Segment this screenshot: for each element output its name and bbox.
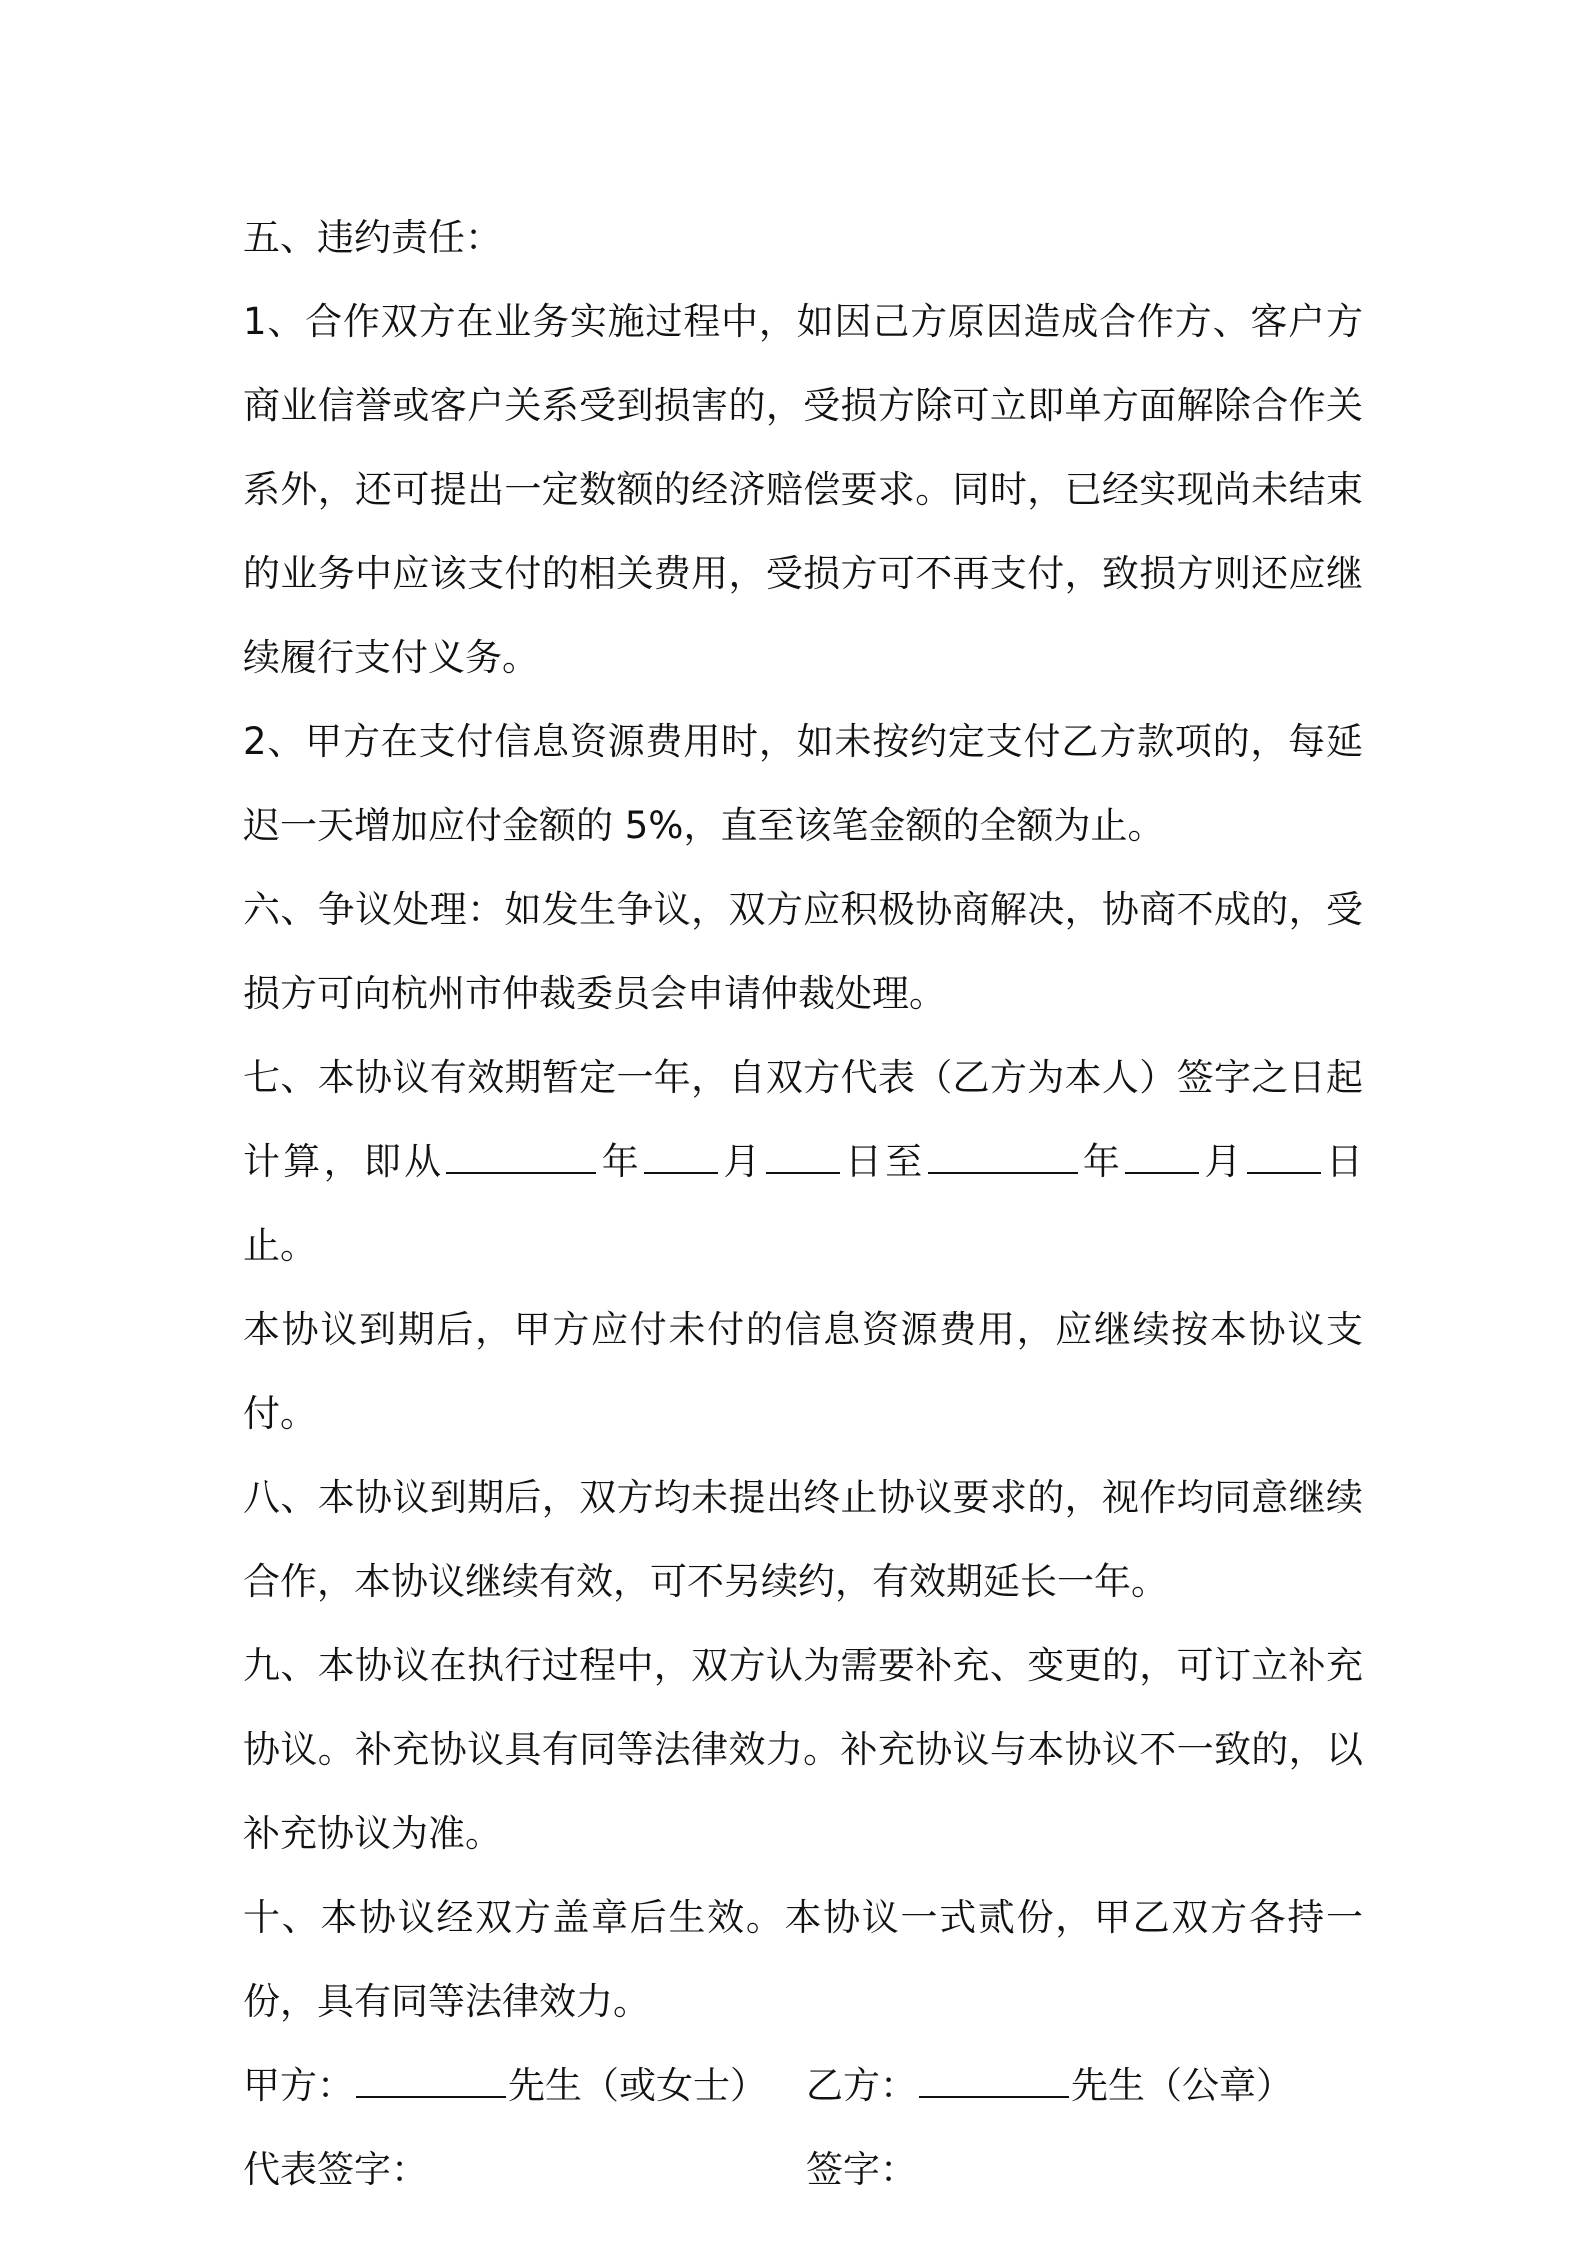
party-row (243, 2044, 1363, 2128)
section-8-renewal: 八、本协议到期后，双方均未提出终止协议要求的，视作均同意继续合作，本协议继续有效，可不另续约，有效期延长一年。 (243, 1476, 1363, 1603)
section-9-supplement: 九、本协议在执行过程中，双方认为需要补充、变更的，可订立补充协议。补充协议具有同等法律效力。补充协议与本协议不一致的，以补充协议为准。 (243, 1644, 1363, 1855)
party-b-suffix: 先生（公章） (1071, 2064, 1293, 2107)
section-6-dispute: 六、争议处理：如发生争议，双方应积极协商解决，协商不成的，受损方可向杭州市仲裁委员会申请仲裁处理。 (243, 888, 1363, 1015)
signature-label: 签字： (806, 2148, 917, 2191)
rep-signature-label: 代表签字： (243, 2148, 428, 2191)
start-month-label: 月 (720, 1140, 764, 1183)
party-a-suffix: 先生（或女士） (508, 2064, 767, 2107)
party-a-label: 甲方： (243, 2064, 354, 2107)
start-month-blank (644, 1142, 718, 1174)
section-7-after-expiry: 本协议到期后，甲方应付未付的信息资源费用，应继续按本协议支付。 (243, 1308, 1363, 1435)
section-7-intro: 七、本协议有效期暂定一年，自双方代表（乙方为本人）签字之日起计算，即从 (243, 1056, 1363, 1183)
contract-body (243, 196, 1363, 2212)
start-year-blank (446, 1142, 596, 1174)
start-day-blank (766, 1142, 840, 1174)
signature-row (243, 2128, 1363, 2212)
end-year-label: 年 (1079, 1140, 1124, 1183)
party-b (806, 2044, 1363, 2128)
section-7-validity (243, 1036, 1363, 1288)
section-5-heading: 五、违约责任： (243, 216, 502, 259)
section-10-effect: 十、本协议经双方盖章后生效。本协议一式贰份，甲乙双方各持一份，具有同等法律效力。 (243, 1896, 1363, 2023)
section-5-clause-1: 1、合作双方在业务实施过程中，如因己方原因造成合作方、客户方商业信誉或客户关系受到损害的，受损方除可立即单方面解除合作关系外，还可提出一定数额的经济赔偿要求。同时，已经实现尚未结束的业务中应该支付的相关费用，受损方可不再支付，致损方则还应继续履行支付义务。 (243, 300, 1363, 679)
party-b-name-blank (919, 2066, 1069, 2098)
party-a-name-blank (356, 2066, 506, 2098)
end-month-blank (1125, 1142, 1199, 1174)
party-b-label: 乙方： (806, 2064, 917, 2107)
end-year-blank (928, 1142, 1078, 1174)
end-day-label: 日止。 (243, 1140, 1364, 1267)
start-year-label: 年 (598, 1140, 643, 1183)
start-day-label: 日至 (841, 1140, 926, 1183)
end-day-blank (1247, 1142, 1321, 1174)
party-a (243, 2044, 806, 2128)
section-5-clause-2: 2、甲方在支付信息资源费用时，如未按约定支付乙方款项的，每延迟一天增加应付金额的 5%，直至该笔金额的全额为止。 (243, 720, 1363, 847)
end-month-label: 月 (1201, 1140, 1245, 1183)
